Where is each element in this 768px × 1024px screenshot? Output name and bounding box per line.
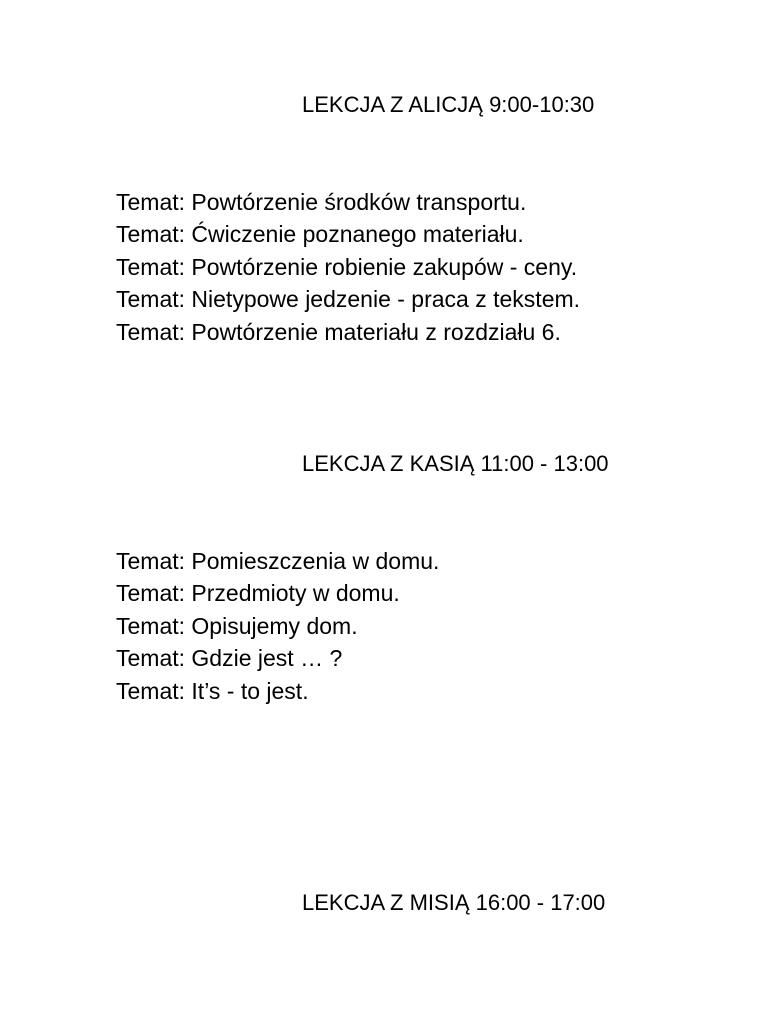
topic-line: Temat: Ćwiczenie poznanego materiału. xyxy=(116,221,524,248)
topic-line: Temat: Powtórzenie robienie zakupów - ceny. xyxy=(116,253,578,280)
topic-line: Temat: Pomieszczenia w domu. xyxy=(116,548,440,574)
topic-line: Temat: Opisujemy dom. xyxy=(116,612,358,639)
topic-line: Temat: It’s - to jest. xyxy=(116,677,309,704)
topic-list-alicja xyxy=(116,186,580,348)
topic-line: Temat: Powtórzenie materiału z rozdziału 6. xyxy=(116,318,561,345)
topic-list-kasia xyxy=(116,545,439,707)
lesson-heading-kasia: LEKCJA Z KASIĄ 11:00 - 13:00 xyxy=(302,451,609,476)
lesson-heading-alicja: LEKCJA Z ALICJĄ 9:00-10:30 xyxy=(302,92,595,117)
topic-line: Temat: Przedmioty w domu. xyxy=(116,580,400,607)
topic-line: Temat: Powtórzenie środków transportu. xyxy=(116,189,527,215)
topic-line: Temat: Nietypowe jedzenie - praca z tekstem. xyxy=(116,286,581,313)
topic-line: Temat: Gdzie jest … ? xyxy=(116,645,343,672)
lesson-heading-misia: LEKCJA Z MISIĄ 16:00 - 17:00 xyxy=(302,890,606,915)
